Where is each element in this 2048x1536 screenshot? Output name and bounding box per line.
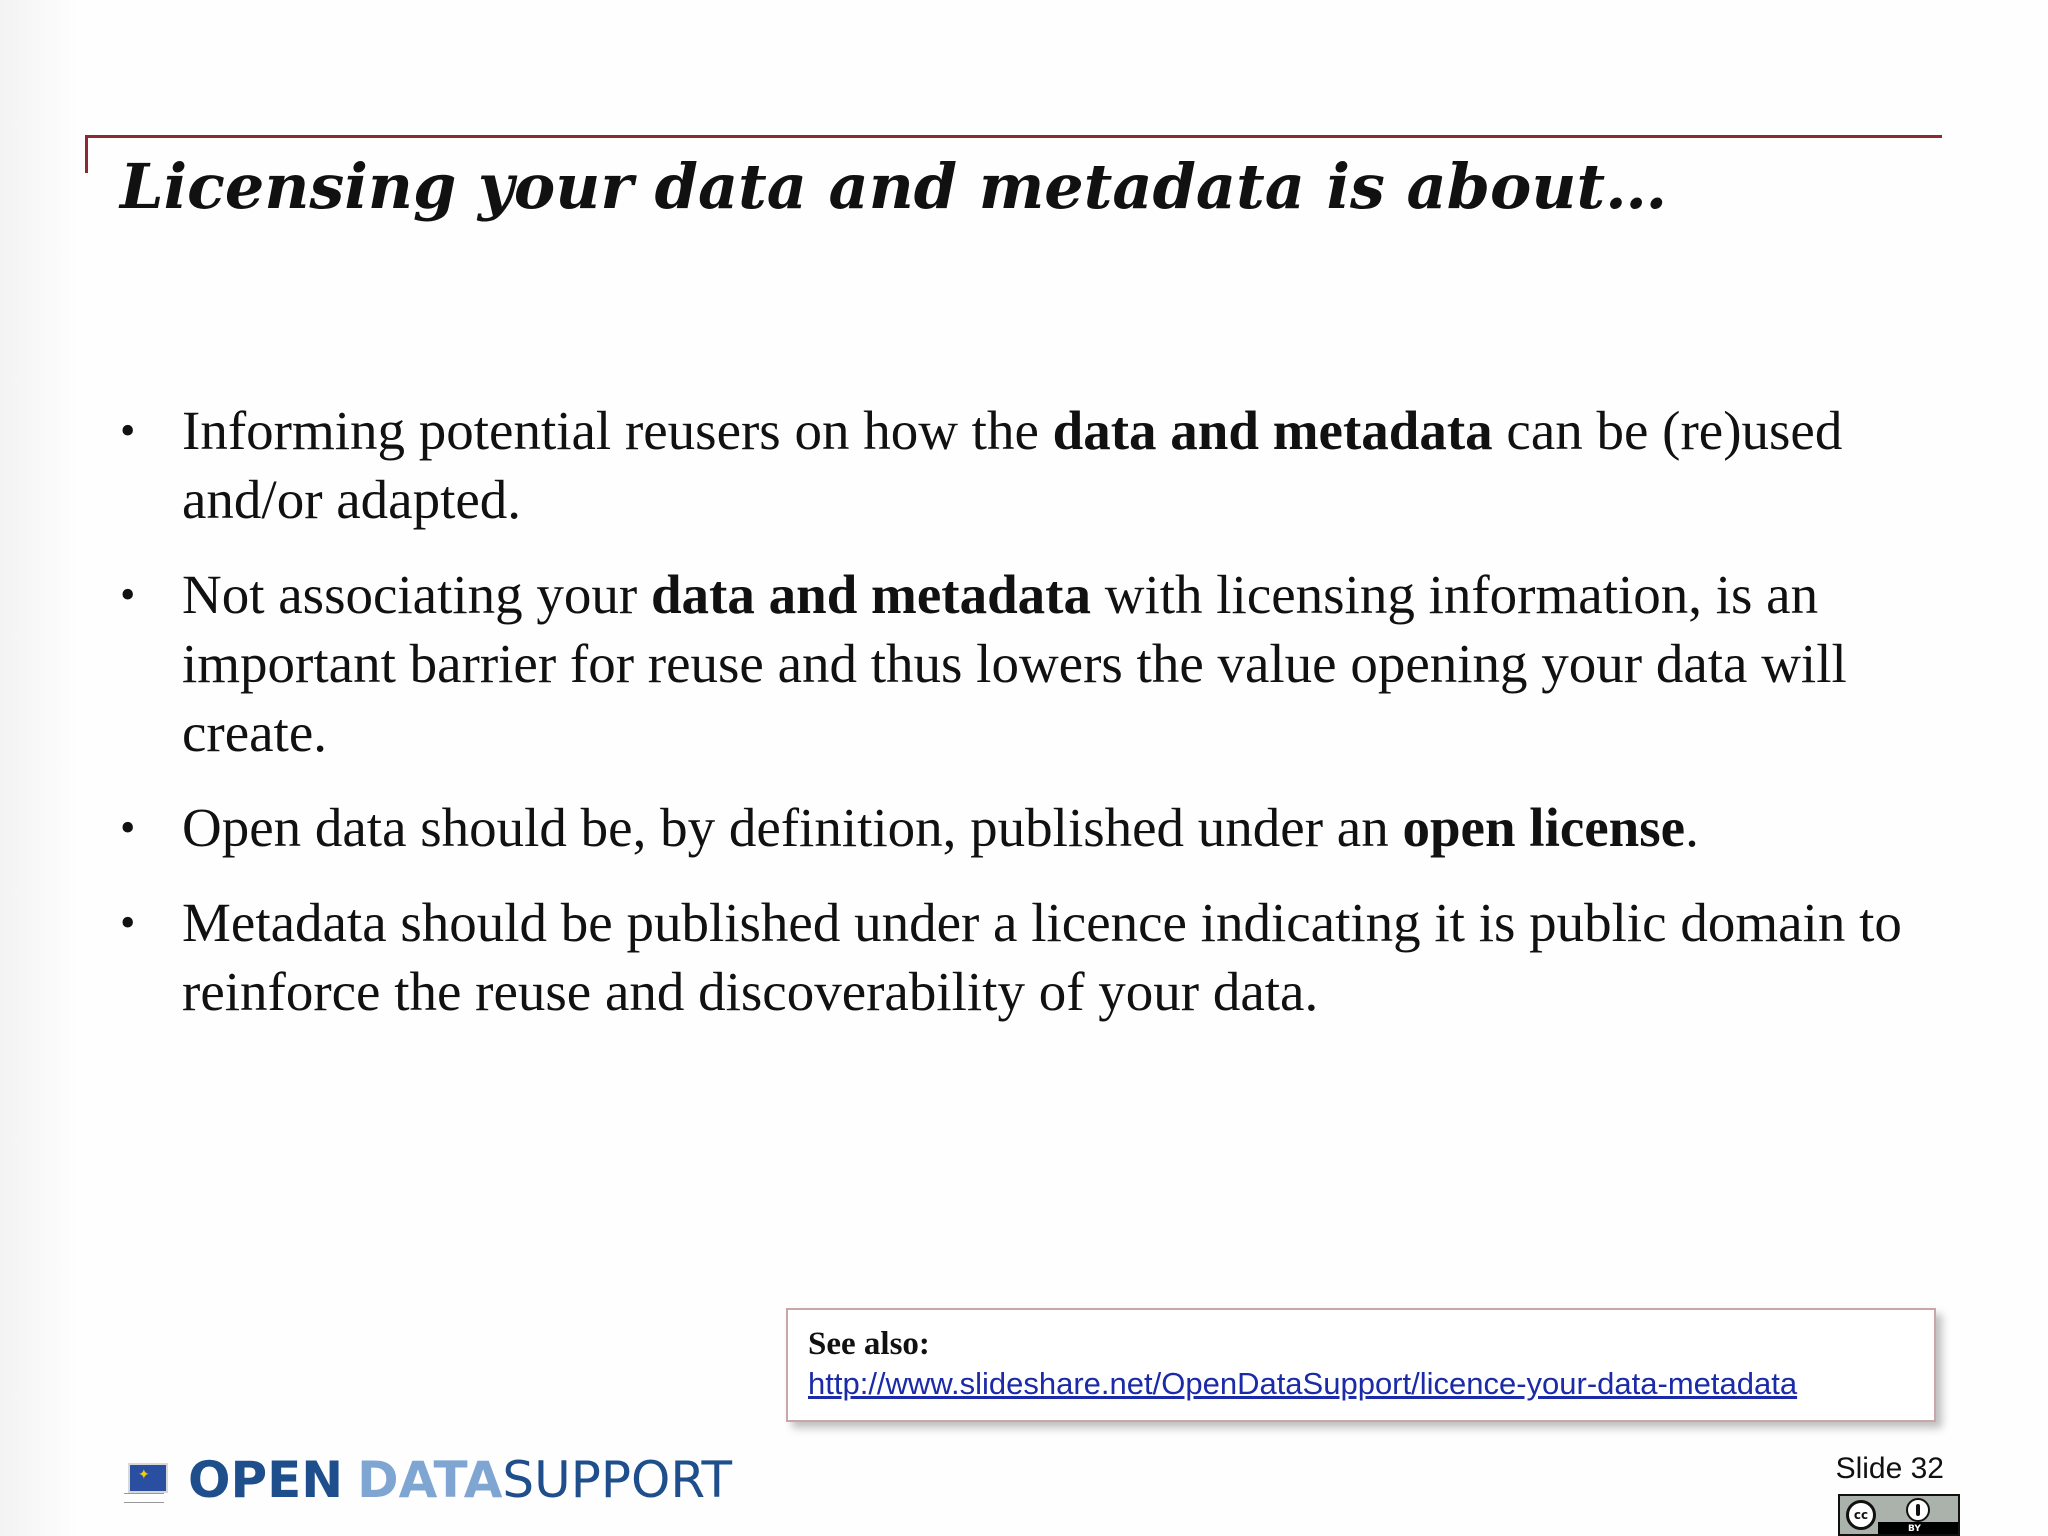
attribution-icon [1906, 1498, 1930, 1522]
bullet-emphasis: open license [1402, 797, 1686, 858]
left-edge-shade [0, 0, 80, 1536]
logo-data: DATA [357, 1451, 503, 1509]
open-data-support-logo [122, 1448, 732, 1512]
title-rule [85, 135, 1942, 138]
bullet-dot: • [120, 803, 136, 852]
bullet-text: can be (re)used and/or adapted. [182, 400, 1843, 530]
bullet-text: . [1685, 797, 1699, 858]
bullet-item [120, 793, 1940, 862]
bullet-list [120, 396, 1940, 1052]
bullet-emphasis: data and metadata [650, 564, 1091, 625]
see-also-label: See also: [808, 1326, 930, 1362]
bullet-dot: • [120, 570, 136, 619]
bullet-dot: • [120, 406, 136, 455]
bullet-text: Metadata should be published under a licence indicating it is public domain to reinforce the reuse and discoverability of your data. [182, 892, 1902, 1022]
eu-flag-icon: ✦ [122, 1457, 180, 1503]
slide-number: Slide 32 [1835, 1452, 1944, 1485]
bullet-text: Not associating your [182, 564, 651, 625]
creative-commons-by-icon [1838, 1494, 1960, 1536]
bullet-item [120, 560, 1940, 767]
logo-open: OPEN [188, 1451, 344, 1509]
bullet-item [120, 888, 1940, 1026]
bullet-text: with licensing information, is an important barrier for reuse and thus lowers the value opening your data will create. [182, 564, 1847, 763]
bullet-text: Open data should be, by definition, published under an [182, 797, 1403, 858]
see-also-link[interactable]: http://www.slideshare.net/OpenDataSupport/licence-your-data-metadata [808, 1366, 1798, 1401]
slide-title: Licensing your data and metadata is about… [120, 150, 1668, 223]
logo-wordmark [188, 1448, 732, 1512]
cc-icon: cc [1846, 1500, 1876, 1530]
bullet-item [120, 396, 1940, 534]
logo-support: SUPPORT [502, 1451, 733, 1509]
by-label: BY [1908, 1524, 1921, 1534]
bullet-dot: • [120, 898, 136, 947]
bullet-emphasis: data and metadata [1052, 400, 1493, 461]
title-rule-corner [85, 135, 88, 173]
bullet-text: Informing potential reusers on how the [182, 400, 1053, 461]
see-also-box [786, 1308, 1936, 1422]
